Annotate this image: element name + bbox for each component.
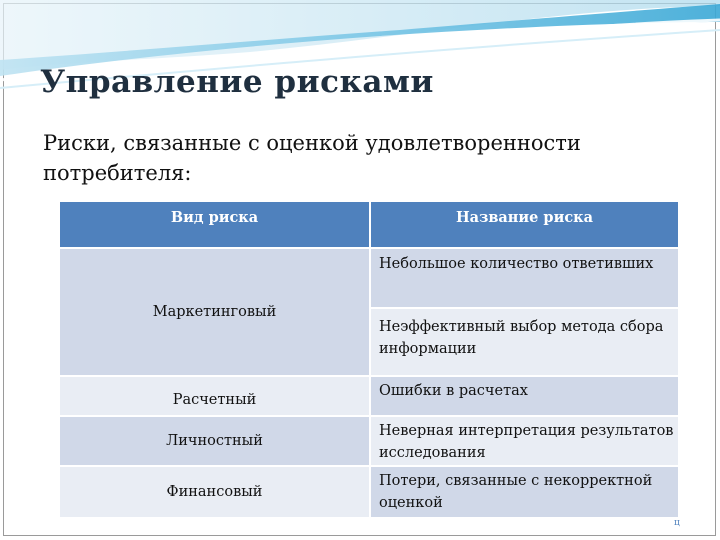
risk-type-cell: Личностный — [59, 416, 370, 466]
table-header-row — [59, 201, 679, 248]
risk-name-cell: Ошибки в расчетах — [370, 376, 679, 416]
slide-title: Управление рисками — [40, 64, 434, 100]
table-row — [59, 466, 679, 518]
risk-name-cell: Небольшое количество ответивших — [370, 248, 679, 308]
risk-table — [58, 200, 680, 519]
slide-subtitle: Риски, связанные с оценкой удовлетворенности потребителя: — [43, 131, 581, 185]
risk-name-cell: Потери, связанные с некорректной оценкой — [370, 466, 679, 518]
risk-name-cell: Неэффективный выбор метода сбора информации — [370, 308, 679, 376]
table-row — [59, 248, 679, 308]
header-risk-type: Вид риска — [59, 201, 370, 248]
table-row — [59, 376, 679, 416]
risk-type-cell: Маркетинговый — [59, 248, 370, 376]
header-risk-name: Название риска — [370, 201, 679, 248]
page-mark: ц — [674, 518, 680, 528]
risk-type-cell: Финансовый — [59, 466, 370, 518]
table-row — [59, 416, 679, 466]
risk-type-cell: Расчетный — [59, 376, 370, 416]
risk-name-cell: Неверная интерпретация результатов исследования — [370, 416, 679, 466]
